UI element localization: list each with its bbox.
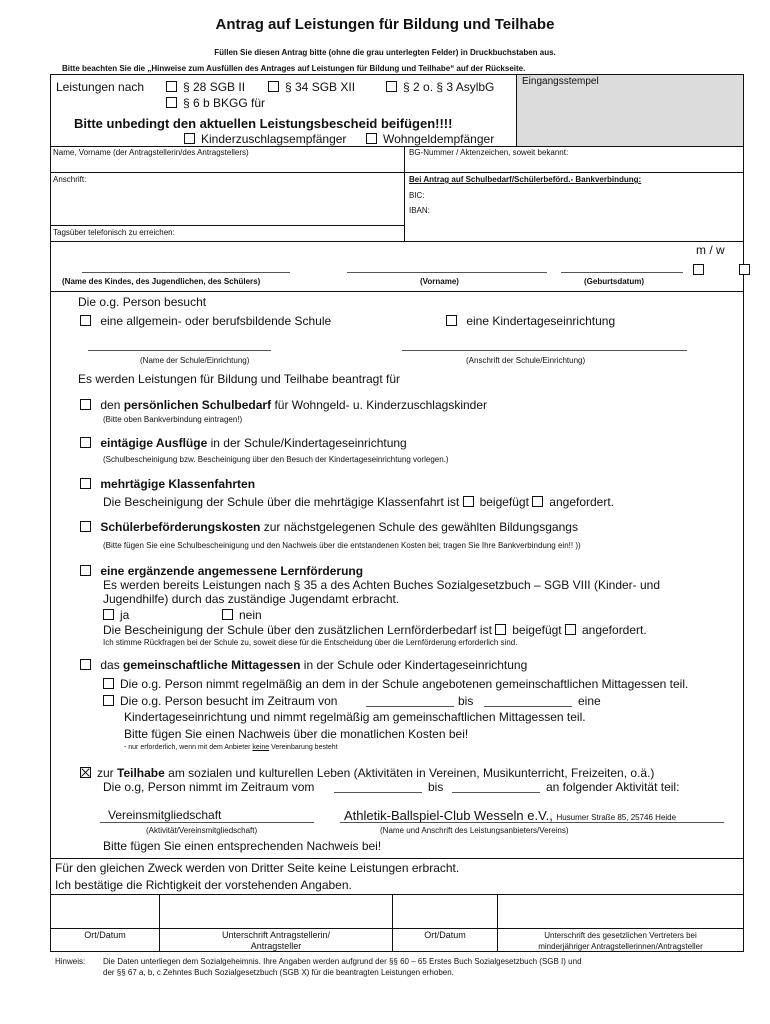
mittag-bis-field[interactable] <box>484 706 572 707</box>
teilhabe-nachweis: Bitte fügen Sie einen entsprechenden Nachweis bei! <box>103 839 382 853</box>
mittag-schule-checkbox[interactable] <box>103 678 114 689</box>
instruction-line-1: Füllen Sie diesen Antrag bitte (ohne die grau unterlegten Felder) in Druckbuchstaben aus. <box>214 48 556 57</box>
ort-datum-2: Ort/Datum <box>424 930 466 940</box>
anschrift-label: Anschrift: <box>53 175 87 184</box>
instruction-line-2: Bitte beachten Sie die „Hinweise zum Ausfüllen des Antrages auf Leistungen für Bildung und Teilhabe“ auf der Rückseite. <box>62 64 526 73</box>
lern-bescheinigung: Die Bescheinigung der Schule über den zusätzlichen Lernförderbedarf ist beigefügt angefordert. <box>103 623 647 637</box>
leistungsbescheid-notice: Bitte unbedingt den aktuellen Leistungsbescheid beifügen!!!! <box>74 116 453 131</box>
befoerderung-checkbox[interactable] <box>80 521 91 532</box>
besucht-label: Die o.g. Person besucht <box>78 295 207 309</box>
wohngeld-checkbox[interactable] <box>366 133 377 144</box>
mittag-kita-text: Kindertageseinrichtung und nimmt regelmäßig am gemeinschaftlichen Mittagessen teil. <box>124 710 586 724</box>
option-sgb2[interactable]: § 28 SGB II <box>166 80 245 94</box>
asylbg-checkbox[interactable] <box>386 81 397 92</box>
option-sgb12[interactable]: § 34 SGB XII <box>268 80 355 94</box>
hinweis-label: Hinweis: <box>55 957 86 966</box>
option-ausfluege[interactable]: eintägige Ausflüge in der Schule/Kindertageseinrichtung <box>80 436 407 450</box>
bank-label: Bei Antrag auf Schulbedarf/Schülerbeförd.- Bankverbindung: <box>409 175 642 184</box>
phone-label: Tagsüber telefonisch zu erreichen: <box>53 228 175 237</box>
teilhabe-bis-field[interactable] <box>452 792 540 793</box>
klassenfahrten-checkbox[interactable] <box>80 478 91 489</box>
option-bkgg[interactable]: § 6 b BKGG für <box>166 96 265 110</box>
option-kinderzuschlag[interactable]: Kinderzuschlagsempfänger <box>184 132 346 146</box>
option-mittag-kita[interactable]: Die o.g. Person besucht im Zeitraum von <box>103 694 337 708</box>
teilhabe-von-field[interactable] <box>334 792 422 793</box>
ort-datum-1: Ort/Datum <box>84 930 126 940</box>
ausfluege-note: (Schulbescheinigung bzw. Bescheinigung über den Besuch der Kindertageseinrichtung vorlegen.) <box>103 455 449 464</box>
mittag-kita-checkbox[interactable] <box>103 695 114 706</box>
option-schule[interactable]: eine allgemein- oder berufsbildende Schule <box>80 314 331 328</box>
mittag-note: - nur erforderlich, wenn mit dem Anbieter keine Vereinbarung besteht <box>124 744 338 751</box>
lern-angefordert-checkbox[interactable] <box>565 624 576 635</box>
klassenfahrt-angefordert-checkbox[interactable] <box>532 496 543 507</box>
child-geburtsdatum-caption: (Geburtsdatum) <box>584 277 644 286</box>
gender-w-checkbox[interactable] <box>739 264 750 275</box>
unterschrift-vertreter: Unterschrift des gesetzlichen Vertreters bei minderjähriger Antragstellerinnen/Antragsteller <box>538 931 703 951</box>
mittag-nachweis: Bitte fügen Sie einen Nachweis über die monatlichen Kosten bei! <box>124 727 469 741</box>
schulbedarf-checkbox[interactable] <box>80 399 91 410</box>
teilhabe-anbieter-value[interactable]: Athletik-Ballspiel-Club Wesseln e.V., Husumer Straße 85, 25746 Heide <box>344 808 677 823</box>
option-befoerderung[interactable]: Schülerbeförderungskosten zur nächstgelegenen Schule des gewählten Bildungsgangs <box>80 520 578 534</box>
lern-nein-checkbox[interactable] <box>222 609 233 620</box>
teilhabe-anbieter-caption: (Name und Anschrift des Leistungsanbieters/Vereins) <box>380 826 569 835</box>
ausfluege-checkbox[interactable] <box>80 437 91 448</box>
option-klassenfahrten[interactable]: mehrtägige Klassenfahrten <box>80 477 255 491</box>
child-vorname-caption: (Vorname) <box>420 277 459 286</box>
kita-checkbox[interactable] <box>446 315 457 326</box>
hinweis-line-2: der §§ 67 a, b, c Zehntes Buch Sozialgesetzbuch (SGB X) für die beantragten Leistungen erhoben. <box>103 968 454 977</box>
schule-checkbox[interactable] <box>80 315 91 326</box>
option-mittag-schule[interactable]: Die o.g. Person nimmt regelmäßig an dem in der Schule angebotenen gemeinschaftlichen Mittagessen teil. <box>103 677 688 691</box>
gender-m-checkbox[interactable] <box>693 264 704 275</box>
bkgg-checkbox[interactable] <box>166 97 177 108</box>
dritte-statement: Für den gleichen Zweck werden von Dritter Seite keine Leistungen erbracht. <box>55 861 460 875</box>
lernfoerderung-checkbox[interactable] <box>80 565 91 576</box>
school-address-field[interactable] <box>402 350 687 351</box>
mittagessen-checkbox[interactable] <box>80 659 91 670</box>
mittag-von-field[interactable] <box>366 706 454 707</box>
teilhabe-aktivitaet-value[interactable]: Vereinsmitgliedschaft <box>108 808 222 822</box>
option-asylbg[interactable]: § 2 o. § 3 AsylbG <box>386 80 494 94</box>
sgb12-checkbox[interactable] <box>268 81 279 92</box>
page-title: Antrag auf Leistungen für Bildung und Teilhabe <box>215 16 555 33</box>
child-geburtsdatum-field[interactable] <box>561 272 683 273</box>
iban-label: IBAN: <box>409 206 430 215</box>
name-label: Name, Vorname (der Antragstellerin/des Antragstellers) <box>53 148 249 157</box>
klassenfahrt-beigefuegt-checkbox[interactable] <box>463 496 474 507</box>
school-address-caption: (Anschrift der Schule/Einrichtung) <box>466 356 586 365</box>
option-schulbedarf[interactable]: den persönlichen Schulbedarf für Wohngeld- u. Kinderzuschlagskinder <box>80 398 487 412</box>
child-name-field[interactable] <box>82 272 290 273</box>
child-name-caption: (Name des Kindes, des Jugendlichen, des Schülers) <box>62 277 261 286</box>
kinderzuschlag-checkbox[interactable] <box>184 133 195 144</box>
teilhabe-zeitraum-label: Die o.g, Person nimmt im Zeitraum vom <box>103 780 315 794</box>
lern-beigefuegt-checkbox[interactable] <box>495 624 506 635</box>
teilhabe-aktivitaet-caption: (Aktivität/Vereinsmitgliedschaft) <box>146 826 258 835</box>
child-vorname-field[interactable] <box>347 272 547 273</box>
teilhabe-bis-label: bis <box>428 780 444 794</box>
hinweis-line-1: Die Daten unterliegen dem Sozialgeheimnis. Ihre Angaben werden aufgrund der §§ 60 – 65 Erstes Buch Sozialgesetzbuch (SGB I) und <box>103 957 582 966</box>
option-wohngeld[interactable]: Wohngeldempfänger <box>366 132 494 146</box>
option-mittagessen[interactable]: das gemeinschaftliche Mittagessen in der Schule oder Kindertageseinrichtung <box>80 658 527 672</box>
bic-label: BIC: <box>409 191 425 200</box>
klassenfahrten-text: Die Bescheinigung der Schule über die mehrtägige Klassenfahrt ist beigefügt angefordert. <box>103 495 615 509</box>
school-name-caption: (Name der Schule/Einrichtung) <box>140 356 250 365</box>
teilhabe-checkbox-checked[interactable] <box>80 767 91 778</box>
lern-text-1: Es werden bereits Leistungen nach § 35 a des Achten Buches Sozialgesetzbuch – SGB VIII (Kinder- und <box>103 578 661 592</box>
beantragt-label: Es werden Leistungen für Bildung und Teilhabe beantragt für <box>78 372 401 386</box>
school-name-field[interactable] <box>88 350 271 351</box>
lern-note: Ich stimme Rückfragen bei der Schule zu, soweit diese für die Entscheidung über die Lernförderung erforderlich sind. <box>103 638 518 647</box>
eingangsstempel-label: Eingangsstempel <box>522 76 599 87</box>
mittag-bis-label: bis <box>458 694 474 708</box>
bg-number-label: BG-Nummer / Aktenzeichen, soweit bekannt: <box>409 148 569 157</box>
option-lern-nein[interactable]: nein <box>222 608 262 622</box>
lern-ja-checkbox[interactable] <box>103 609 114 620</box>
gender-labels: m / w <box>696 243 725 257</box>
lern-text-2: Jugendhilfe) durch das zuständige Jugendamt erbracht. <box>103 592 400 606</box>
option-kita[interactable]: eine Kindertageseinrichtung <box>446 314 615 328</box>
option-teilhabe[interactable]: zur Teilhabe am sozialen und kulturellen Leben (Aktivitäten in Vereinen, Musikunterricht, Freizeiten, o.ä.) <box>80 766 654 780</box>
leistungen-nach-label: Leistungen nach <box>56 80 145 94</box>
option-lern-ja[interactable]: ja <box>103 608 129 622</box>
mittag-eine-label: eine <box>578 694 601 708</box>
befoerderung-note: (Bitte fügen Sie eine Schulbescheinigung und den Nachweis über die entstandenen Kosten bei; tragen Sie Ihre Bankverbindung ein!! )) <box>103 541 581 550</box>
unterschrift-antragsteller: Unterschrift Antragstellerin/ Antragsteller <box>221 930 331 951</box>
teilhabe-aktivitaet-label: an folgender Aktivität teil: <box>546 780 680 794</box>
sgb2-checkbox[interactable] <box>166 81 177 92</box>
richtigkeit-statement: Ich bestätige die Richtigkeit der vorstehenden Angaben. <box>55 878 352 892</box>
schulbedarf-note: (Bitte oben Bankverbindung eintragen!) <box>103 415 243 424</box>
option-lernfoerderung[interactable]: eine ergänzende angemessene Lernförderung <box>80 564 363 578</box>
